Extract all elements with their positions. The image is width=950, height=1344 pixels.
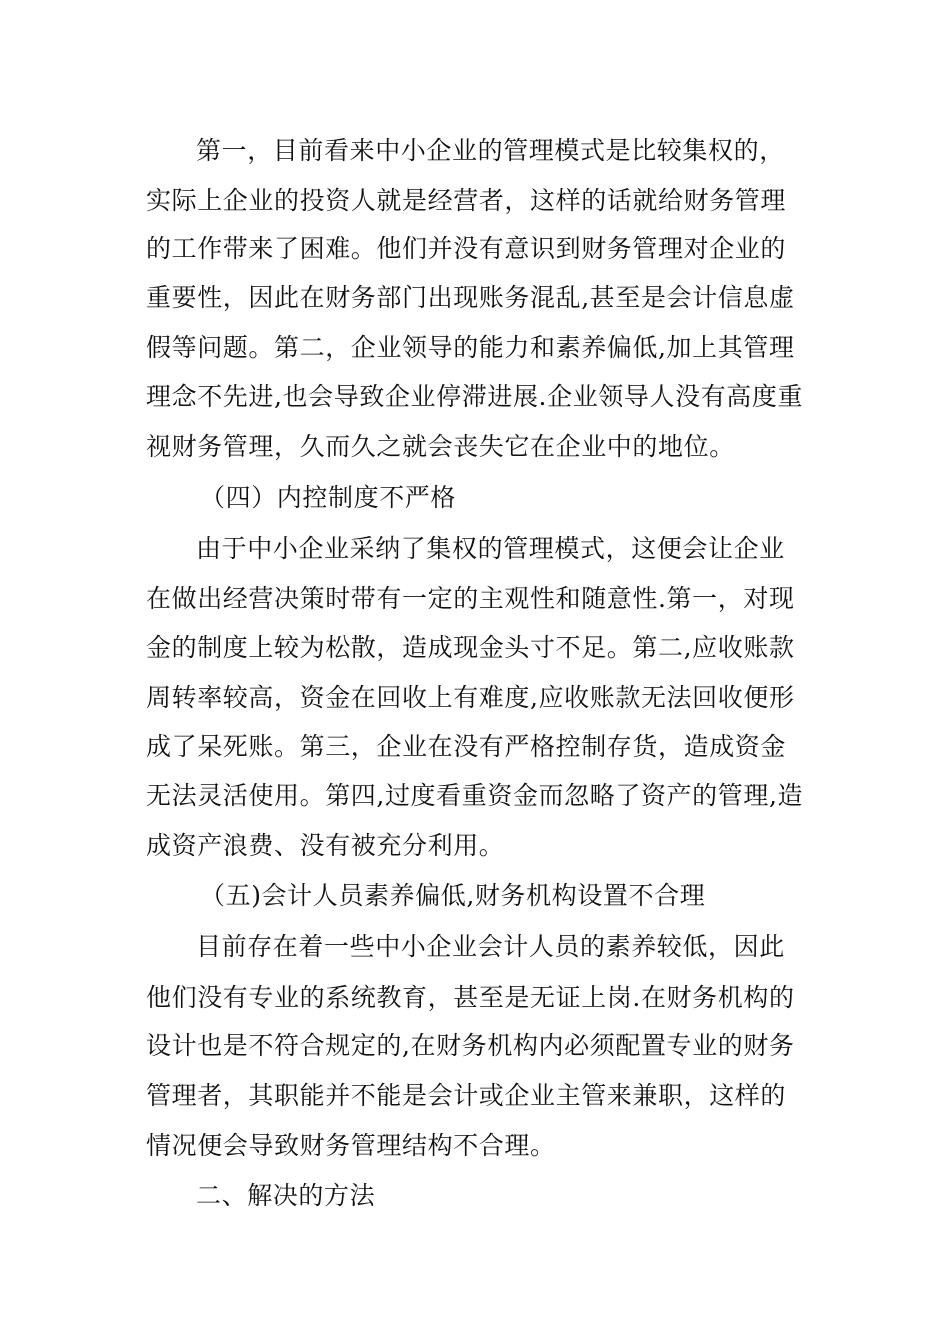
paragraph-1-line-5: 假等问题。第二，企业领导的能力和素养偏低,加上其管理 — [146, 333, 795, 362]
paragraph-2-line-6: 无法灵活使用。第四,过度看重资金而忽略了资产的管理,造 — [146, 781, 804, 810]
section-heading-solutions: 二、解决的方法 — [196, 1181, 376, 1210]
paragraph-2-line-2: 在做出经营决策时带有一定的主观性和随意性.第一，对现 — [146, 584, 795, 613]
paragraph-3-line-5: 情况便会导致财务管理结构不合理。 — [146, 1131, 556, 1160]
paragraph-2-line-3: 金的制度上较为松散，造成现金头寸不足。第二,应收账款 — [146, 633, 795, 662]
paragraph-1-line-1: 第一，目前看来中小企业的管理模式是比较集权的， — [196, 136, 785, 165]
paragraph-3-line-1: 目前存在着一些中小企业会计人员的素养较低，因此 — [196, 932, 785, 961]
section-heading-5: （五)会计人员素养偏低,财务机构设置不合理 — [200, 881, 706, 910]
paragraph-1-line-6: 理念不先进,也会导致企业停滞进展.企业领导人没有高度重 — [146, 382, 804, 411]
paragraph-3-line-2: 他们没有专业的系统教育，甚至是无证上岗.在财务机构的 — [146, 983, 795, 1012]
paragraph-1-line-3: 的工作带来了困难。他们并没有意识到财务管理对企业的 — [146, 234, 787, 263]
section-heading-4: （四）内控制度不严格 — [200, 483, 457, 512]
paragraph-3-line-3: 设计也是不符合规定的,在财务机构内必须配置专业的财务 — [146, 1031, 795, 1060]
paragraph-3-line-4: 管理者，其职能并不能是会计或企业主管来兼职，这样的 — [146, 1081, 787, 1110]
paragraph-2-line-1: 由于中小企业采纳了集权的管理模式，这便会让企业 — [196, 534, 785, 563]
paragraph-1-line-7: 视财务管理，久而久之就会丧失它在企业中的地位。 — [146, 432, 735, 461]
paragraph-1-line-4: 重要性，因此在财务部门出现账务混乱,甚至是会计信息虚 — [146, 283, 795, 312]
paragraph-2-line-4: 周转率较高，资金在回收上有难度,应收账款无法回收便形 — [146, 683, 795, 712]
paragraph-1-line-2: 实际上企业的投资人就是经营者，这样的话就给财务管理 — [146, 186, 787, 215]
paragraph-2-line-5: 成了呆死账。第三，企业在没有严格控制存货，造成资金 — [146, 732, 787, 761]
paragraph-2-line-7: 成资产浪费、没有被充分利用。 — [146, 831, 505, 860]
